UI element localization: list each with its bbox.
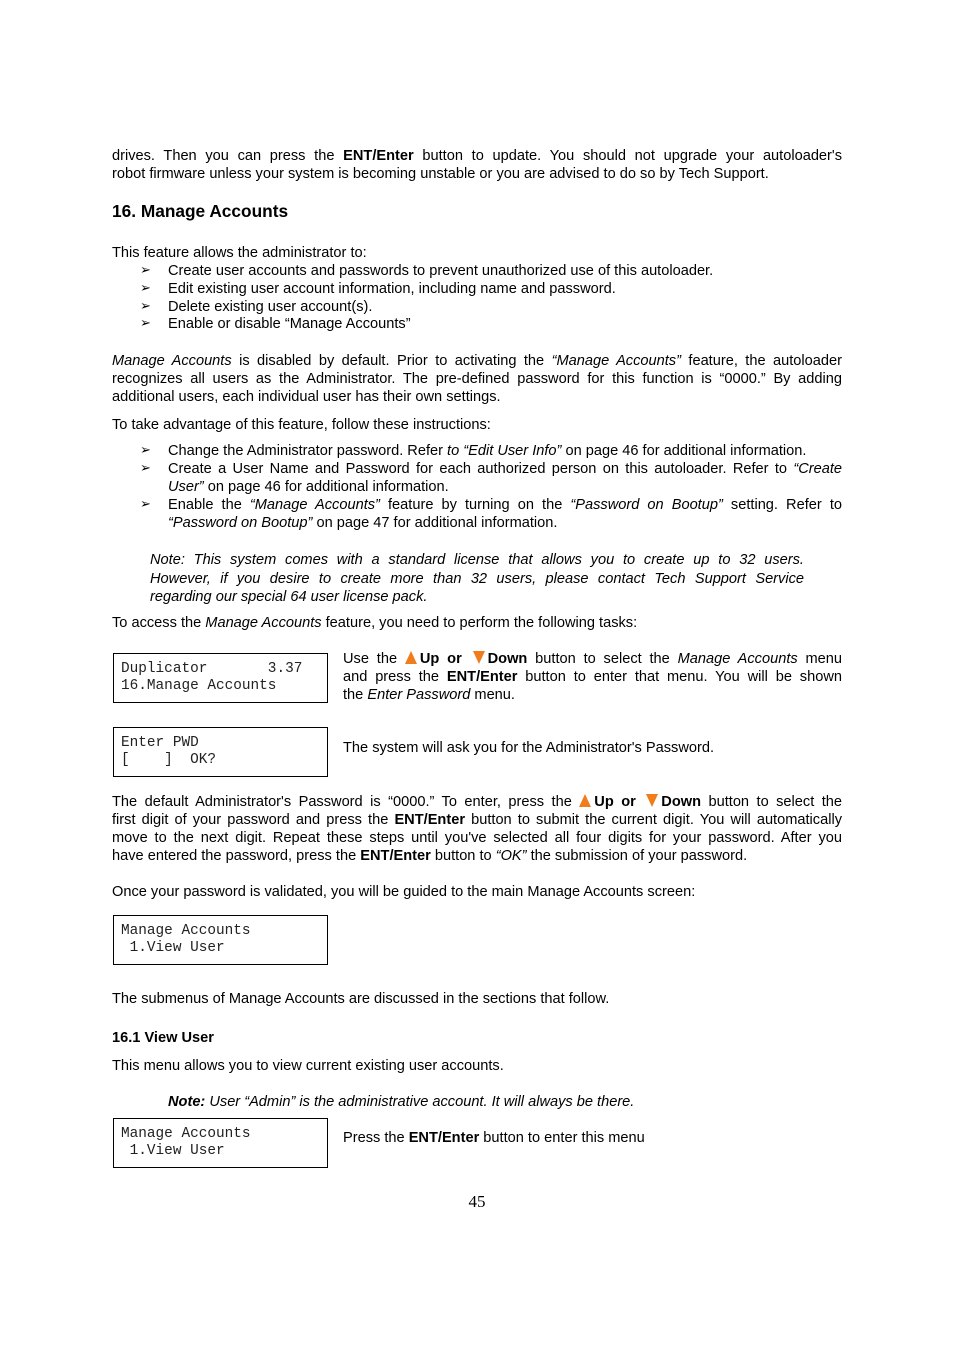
access-text: To access the Manage Accounts feature, you need to perform the following tasks: [112, 615, 638, 631]
arrowhead-bullet-icon: ➢ [140, 281, 151, 296]
triangle-down-icon [646, 794, 658, 807]
validated-text: Once your password is validated, you will be guided to the main Manage Accounts screen: [112, 884, 696, 900]
lcd-row-1: Manage Accounts [121, 923, 251, 939]
admin-note: Note: User “Admin” is the administrative account. It will always be there. [168, 1094, 635, 1110]
intro-line-1: drives. Then you can press the ENT/Enter button to update. You should not upgrade your autoloader's [112, 148, 842, 164]
lcd-row-2: [ ] OK? [121, 752, 216, 768]
intro-line-2: robot firmware unless your system is becoming unstable or you are advised to do so by Tech Support. [112, 166, 769, 182]
instruction-bullet: ➢ Enable the “Manage Accounts” feature by turning on the “Password on Bootup” setting. Refer to “Password on Bootup” on page 47 for additional information. [140, 497, 842, 531]
lcd-row-2: 1.View User [121, 940, 225, 956]
feature-intro: This feature allows the administrator to: [112, 245, 367, 261]
lcd-display-enter-pwd [113, 727, 328, 777]
lcd-row-2: 16.Manage Accounts [121, 678, 277, 694]
lcd-display-view-user [113, 1118, 328, 1168]
arrowhead-bullet-icon: ➢ [140, 497, 151, 512]
disabled-line-1: Manage Accounts is disabled by default. Prior to activating the “Manage Accounts” feature, the autoloader [112, 353, 842, 369]
arrowhead-bullet-icon: ➢ [140, 461, 151, 476]
lcd-row-1: Duplicator 3.37 [121, 661, 303, 677]
take-advantage-text: To take advantage of this feature, follow these instructions: [112, 417, 491, 433]
subsection-heading: 16.1 View User [112, 1030, 214, 1046]
default-password-paragraph: The default Administrator's Password is “0000.” To enter, press the Up or Down button to select the first digit of your password and press the ENT/Enter button to submit the current digit. You will automatically move to the next digit. Repeat these steps until you've selected all four digits for your password. After you have entered the password, press the ENT/Enter button to “OK” the submission of your password. [112, 794, 843, 864]
disabled-line-3: additional users, each individual user has their own settings. [112, 389, 501, 405]
intro-paragraph [112, 147, 842, 183]
disabled-line-2: recognizes all users as the Administrator. The pre-defined password for this function is “0000.” By adding [112, 371, 842, 387]
view-user-description: This menu allows you to view current existing user accounts. [112, 1058, 504, 1074]
section-heading: 16. Manage Accounts [112, 201, 289, 221]
arrowhead-bullet-icon: ➢ [140, 316, 151, 331]
lcd-row-1: Manage Accounts [121, 1126, 251, 1142]
lcd-display-manage-accounts [113, 915, 328, 965]
instruction-bullet: ➢ Create a User Name and Password for each authorized person on this autoloader. Refer to “Create User” on page 46 for additional information. [140, 461, 842, 495]
triangle-up-icon [579, 794, 591, 807]
arrowhead-bullet-icon: ➢ [140, 443, 151, 458]
page-number: 45 [468, 1192, 486, 1211]
arrowhead-bullet-icon: ➢ [140, 299, 151, 314]
triangle-up-icon [405, 651, 417, 664]
lcd2-description: The system will ask you for the Administrator's Password. [343, 740, 715, 756]
lcd-row-2: 1.View User [121, 1143, 225, 1159]
arrowhead-bullet-icon: ➢ [140, 263, 151, 278]
license-note: Note: This system comes with a standard license that allows you to create up to 32 users. However, if you desire to create more than 32 users, please contact Tech Support Service regarding our special 64 user license pack. [150, 552, 804, 605]
lcd-display-duplicator [113, 653, 328, 703]
lcd1-description: Use the Up or Down button to select the Manage Accounts menu and press the ENT/Enter button to enter that menu. You will be shown the Enter Password menu. [343, 651, 843, 703]
triangle-down-icon [473, 651, 485, 664]
disabled-paragraph [112, 352, 842, 406]
submenus-text: The submenus of Manage Accounts are discussed in the sections that follow. [112, 991, 610, 1007]
lcd4-description: Press the ENT/Enter button to enter this menu [343, 1130, 645, 1146]
lcd-row-1: Enter PWD [121, 735, 199, 751]
